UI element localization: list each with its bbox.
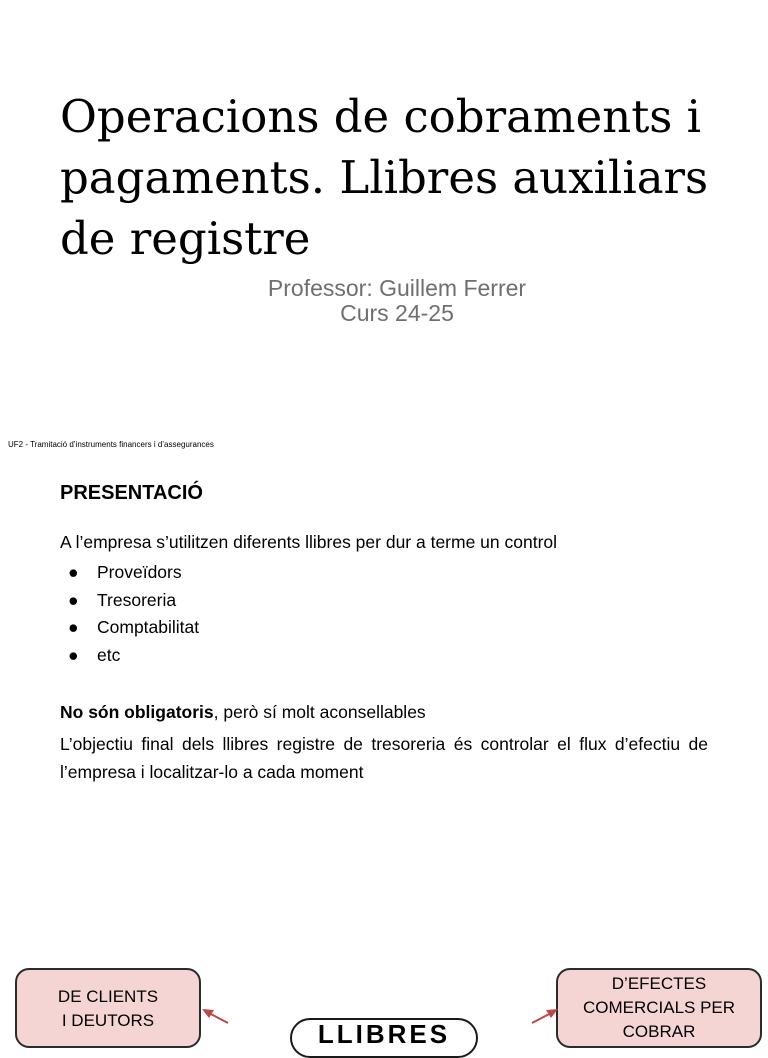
bullet-icon: ● [68,617,79,637]
diagram-box-clients [15,968,201,1048]
objective-paragraph: L’objectiu final dels llibres registre de tresoreria és controlar el flux d’efectiu de l’empresa i localitzar-lo a cada moment [60,734,708,782]
list-item-label: Tresoreria [97,589,177,610]
intro-text: A l’empresa s’utilitzen diferents llibres per dur a terme un control [60,532,558,552]
bullet-icon: ● [68,644,79,665]
diagram-box-line: DE CLIENTS [57,987,159,1006]
diagram-box-line: COBRAR [622,1022,696,1041]
bullet-icon: ● [68,562,79,582]
diagram-center-box: LLIBRES [290,1018,478,1058]
course-line: Curs 24-25 [340,300,454,326]
optional-note-bold: No són obligatoris [60,702,214,722]
professor-line: Professor: Guillem Ferrer [267,275,527,301]
arrow-to-effects-icon [530,1006,560,1024]
list-item-label: Comptabilitat [97,617,200,637]
optional-note [60,702,426,723]
diagram-box-line: COMERCIALS PER [582,998,736,1017]
optional-note-rest: , però sí molt aconsellables [213,702,426,722]
bullet-list [60,560,199,670]
unit-footer-note: UF2 - Tramitació d’instruments financers i d’assegurances [8,440,214,449]
list-item [60,615,199,643]
slide-title: Operacions de cobraments i pagaments. Llibres auxiliars de registre [60,90,709,265]
list-item-label: etc [97,644,121,665]
list-item [60,643,199,671]
slide-subtitle [0,276,768,326]
section-heading: PRESENTACIÓ [60,482,203,504]
diagram-box-line: I DEUTORS [61,1011,155,1030]
diagram-box-effects [556,968,762,1048]
arrow-to-clients-icon [200,1006,230,1024]
list-item [60,560,199,588]
list-item-label: Proveïdors [97,562,182,582]
list-item [60,588,199,616]
diagram-box-line: D’EFECTES [611,974,707,993]
bullet-icon: ● [68,589,79,610]
